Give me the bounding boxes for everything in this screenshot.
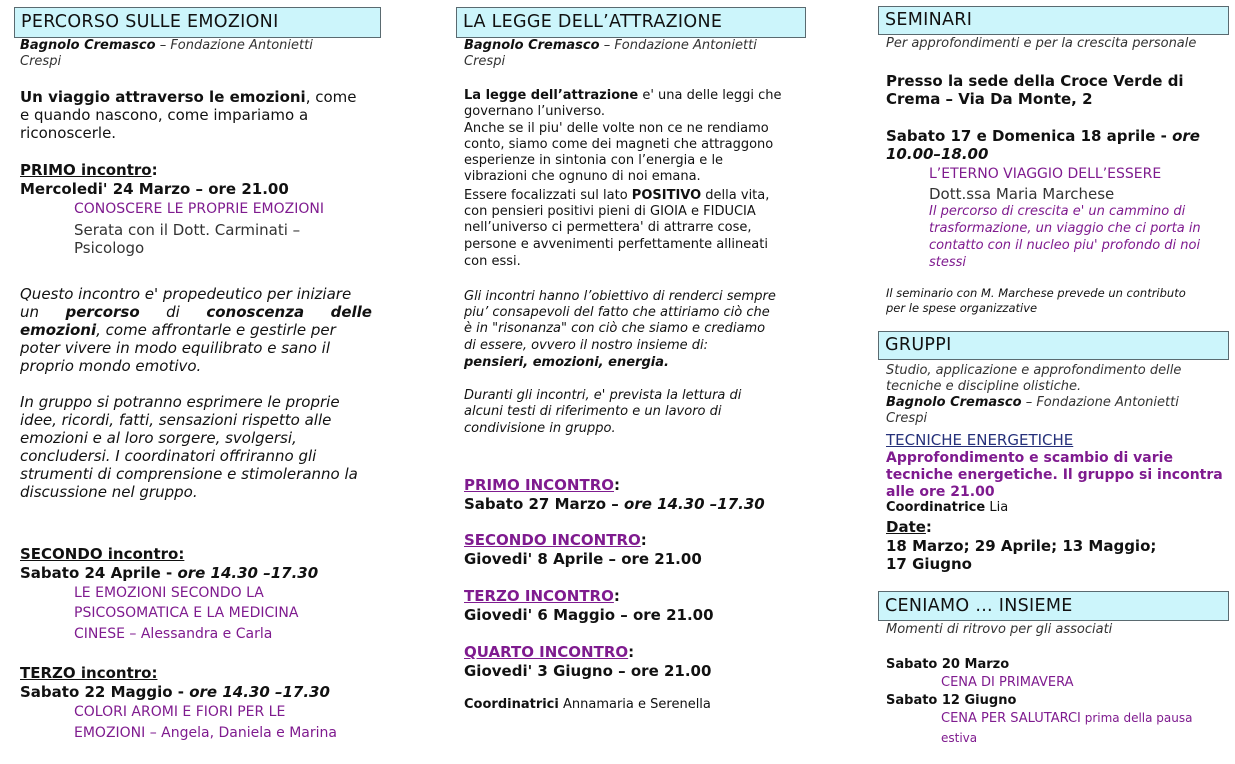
meeting-3-title-2: EMOZIONI – Angela, Daniela e Marina: [74, 725, 337, 741]
para2-line-3: emozioni e al loro sorgere, svolgersi,: [20, 429, 297, 447]
seminari-date-2: 10.00–18.00: [886, 145, 989, 163]
meeting-3-date: [20, 683, 330, 701]
seminari-date-1: [886, 127, 1200, 145]
dinner-2-note: prima della pausa: [1080, 711, 1193, 725]
meeting-1-colon: :: [151, 161, 158, 179]
p3-line-1: Duranti gli incontri, e' prevista la lettura di: [464, 388, 742, 403]
intro-text: , come: [305, 88, 357, 106]
meeting-2-date: Giovedi' 8 Aprile – ore 21.00: [464, 550, 702, 568]
venue-rest: – Fondazione Antonietti: [155, 38, 313, 53]
seminari-subtitle: Per approfondimenti e per la crescita personale: [886, 36, 1197, 51]
gruppi-coordinator: [886, 500, 1008, 516]
meeting-2-date: [20, 564, 318, 582]
coordinators: [464, 697, 711, 713]
meeting-1-label: [464, 476, 620, 494]
para2-line-1: In gruppo si potranno esprimere le proprie: [20, 393, 340, 411]
meeting-1-date: [464, 495, 765, 513]
section-heading-percorso: PERCORSO SULLE EMOZIONI: [14, 7, 381, 38]
intro-line-3: riconoscerle.: [20, 124, 117, 142]
meeting-1-desc-1: Serata con il Dott. Carminati –: [74, 221, 301, 239]
p1-line-1: [464, 88, 781, 104]
dinner-2-title: [941, 710, 1192, 727]
para1-word-bold: delle: [330, 303, 372, 321]
gruppi-dates-label: [886, 518, 932, 536]
seminari-note-2: per le spese organizzative: [886, 301, 1038, 315]
gruppi-dates-label-text: Date: [886, 518, 926, 536]
p1-line-6: vibrazioni che ognuno di noi emana.: [464, 169, 701, 184]
p3-line-3: condivisione in gruppo.: [464, 421, 616, 436]
venue-name: Bagnolo Cremasco: [464, 38, 600, 53]
gruppi-venue: [886, 395, 1179, 411]
label-colon: :: [613, 587, 620, 605]
label-colon: :: [640, 531, 647, 549]
dinner-1-date: Sabato 20 Marzo: [886, 657, 1010, 672]
meeting-3-label: [464, 587, 620, 605]
p1-line-3: Anche se il piu' delle volte non ce ne rendiamo: [464, 121, 769, 136]
meeting-2-time: ore 14.30 –17.30: [177, 564, 319, 582]
p1-text: della vita,: [701, 188, 770, 203]
meeting-2-title-3: CINESE – Alessandra e Carla: [74, 626, 273, 642]
gruppi-dates-2: 17 Giugno: [886, 555, 972, 573]
p1-line-11: con essi.: [464, 254, 521, 269]
seminari-host: Dott.ssa Maria Marchese: [929, 185, 1115, 203]
p3-line-2: alcuni testi di riferimento e un lavoro di: [464, 404, 722, 419]
gruppi-desc-2: tecniche energetiche. Il gruppo si incontra: [886, 467, 1223, 483]
section-heading-attrazione: LA LEGGE DELL’ATTRAZIONE: [456, 7, 806, 38]
meeting-1-label: [20, 161, 158, 179]
venue-line: [464, 38, 757, 54]
dinner-2-title-text: CENA PER SALUTARCI: [941, 711, 1081, 726]
p2-line-2: piu’ consapevoli del fatto che attiriamo ciò che: [464, 305, 770, 320]
gruppi-subtitle-1: Studio, applicazione e approfondimento delle: [886, 363, 1182, 378]
seminari-date-text: Sabato 17 e Domenica 18 aprile -: [886, 127, 1173, 145]
p1-text: Essere focalizzati sul lato: [464, 188, 632, 203]
p2-line-5: pensieri, emozioni, energia.: [464, 355, 669, 370]
seminari-time-label: ore: [1172, 127, 1200, 145]
para1-text: , come affrontarle e gestirle per: [96, 321, 336, 339]
meeting-2-title-1: LE EMOZIONI SECONDO LA: [74, 585, 264, 601]
ceniamo-subtitle: Momenti di ritrovo per gli associati: [886, 622, 1113, 637]
para2-line-2: idee, ricordi, fatti, sensazioni rispetto alle: [20, 411, 332, 429]
meeting-1-desc-2: Psicologo: [74, 239, 145, 257]
para2-line-4: concludersi. I coordinatori offriranno gli: [20, 447, 317, 465]
seminari-desc-2: trasformazione, un viaggio che ci porta in: [929, 221, 1201, 236]
meeting-4-label-text: QUARTO INCONTRO: [464, 643, 629, 661]
label-colon: :: [628, 643, 635, 661]
p1-line-7: [464, 188, 769, 204]
gruppi-dates-1: 18 Marzo; 29 Aprile; 13 Maggio;: [886, 537, 1157, 555]
seminari-title: L’ETERNO VIAGGIO DELL’ESSERE: [929, 166, 1162, 182]
meeting-2-label: [464, 531, 647, 549]
meeting-4-label: [464, 643, 634, 661]
seminari-desc-4: stessi: [929, 255, 967, 270]
p2-line-3: è in "risonanza" con ciò che siamo e crediamo: [464, 321, 766, 336]
gruppi-desc-1: Approfondimento e scambio di varie: [886, 450, 1173, 466]
meeting-3-label-text: TERZO INCONTRO: [464, 587, 614, 605]
para2-line-6: discussione nel gruppo.: [20, 483, 198, 501]
para1-line-1: Questo incontro e' propedeutico per iniziare: [20, 285, 352, 303]
section-heading-gruppi: GRUPPI: [878, 331, 1229, 360]
meeting-3-date: Giovedi' 6 Maggio – ore 21.00: [464, 606, 714, 624]
p1-text: e' una delle leggi che: [638, 88, 782, 103]
para1-word: di: [166, 303, 180, 321]
p1-line-10: persone e avvenimenti perfettamente allineati: [464, 237, 768, 252]
gruppi-coordinator-label: Coordinatrice: [886, 500, 986, 515]
meeting-2-label: SECONDO incontro:: [20, 545, 185, 563]
gruppi-title: TECNICHE ENERGETICHE: [886, 431, 1074, 449]
p2-line-1: Gli incontri hanno l’obiettivo di renderci sempre: [464, 289, 776, 304]
seminari-note-1: Il seminario con M. Marchese prevede un contributo: [886, 286, 1186, 300]
gruppi-subtitle-2: tecniche e discipline olistiche.: [886, 379, 1082, 394]
seminari-location-1: Presso la sede della Croce Verde di: [886, 72, 1184, 90]
meeting-3-label: TERZO incontro:: [20, 664, 158, 682]
para1-line-2: [20, 303, 372, 321]
seminari-location-2: Crema – Via Da Monte, 2: [886, 90, 1093, 108]
gruppi-dates-colon: :: [925, 518, 932, 536]
intro-line-2: e quando nascono, come impariamo a: [20, 106, 309, 124]
meeting-3-time: ore 14.30 –17.30: [189, 683, 330, 701]
para1-line-3: [20, 321, 336, 339]
para2-line-5: strumenti di comprensione e stimoleranno la: [20, 465, 358, 483]
section-heading-ceniamo: CENIAMO ... INSIEME: [878, 591, 1229, 621]
meeting-1-label-text: PRIMO INCONTRO: [464, 476, 615, 494]
venue-rest-2: Crespi: [464, 54, 506, 69]
intro-bold: Un viaggio attraverso le emozioni: [20, 88, 306, 106]
meeting-4-date: Giovedi' 3 Giugno – ore 21.00: [464, 662, 712, 680]
coordinators-names: Annamaria e Serenella: [558, 697, 711, 712]
p1-bold: POSITIVO: [631, 188, 702, 203]
meeting-1-date: Mercoledi' 24 Marzo – ore 21.00: [20, 180, 289, 198]
p1-line-4: conto, siamo come dei magneti che attraggono: [464, 137, 774, 152]
para1-line-4: poter vivere in modo equilibrato e sano il: [20, 339, 331, 357]
meeting-2-date-text: Sabato 24 Aprile -: [20, 564, 178, 582]
seminari-desc-1: Il percorso di crescita e' un cammino di: [929, 204, 1186, 219]
para1-bold: emozioni: [20, 321, 97, 339]
venue-rest-2: Crespi: [20, 54, 62, 69]
section-heading-seminari: SEMINARI: [878, 6, 1229, 35]
p1-line-8: con pensieri positivi pieni di GIOIA e FIDUCIA: [464, 204, 756, 219]
meeting-1-label-text: PRIMO incontro: [20, 161, 152, 179]
intro-line-1: [20, 88, 357, 106]
dinner-2-note-2: estiva: [941, 731, 978, 745]
para1-word-bold: percorso: [65, 303, 140, 321]
para1-line-5: proprio mondo emotivo.: [20, 357, 202, 375]
p1-bold: La legge dell’attrazione: [464, 88, 639, 103]
gruppi-venue-2: Crespi: [886, 411, 928, 426]
meeting-2-label-text: SECONDO INCONTRO: [464, 531, 641, 549]
p1-line-5: esperienze in sintonia con l’energia e le: [464, 153, 724, 168]
para1-word-bold: conoscenza: [206, 303, 305, 321]
meeting-1-date-text: Sabato 27 Marzo –: [464, 495, 625, 513]
coordinators-label: Coordinatrici: [464, 697, 559, 712]
label-colon: :: [614, 476, 621, 494]
venue-rest: – Fondazione Antonietti: [599, 38, 757, 53]
meeting-3-date-text: Sabato 22 Maggio -: [20, 683, 190, 701]
dinner-2-date: Sabato 12 Giugno: [886, 693, 1017, 708]
gruppi-coordinator-name: Lia: [985, 500, 1009, 515]
gruppi-venue-rest: – Fondazione Antonietti: [1021, 395, 1179, 410]
gruppi-venue-name: Bagnolo Cremasco: [886, 395, 1022, 410]
venue-line: [20, 38, 313, 54]
seminari-desc-3: contatto con il nucleo piu' profondo di noi: [929, 238, 1201, 253]
para1-word: un: [20, 303, 40, 321]
meeting-3-title-1: COLORI AROMI E FIORI PER LE: [74, 704, 286, 720]
p1-line-9: nell’universo ci permettera' di attrarre cose,: [464, 220, 752, 235]
meeting-2-title-2: PSICOSOMATICA E LA MEDICINA: [74, 605, 299, 621]
p1-line-2: governano l’universo.: [464, 104, 606, 119]
meeting-1-title: CONOSCERE LE PROPRIE EMOZIONI: [74, 201, 324, 217]
p2-line-4: di essere, ovvero il nostro insieme di:: [464, 338, 709, 353]
gruppi-desc-3: alle ore 21.00: [886, 484, 995, 500]
dinner-1-title: CENA DI PRIMAVERA: [941, 675, 1074, 690]
meeting-1-time: ore 14.30 –17.30: [624, 495, 765, 513]
venue-name: Bagnolo Cremasco: [20, 38, 156, 53]
